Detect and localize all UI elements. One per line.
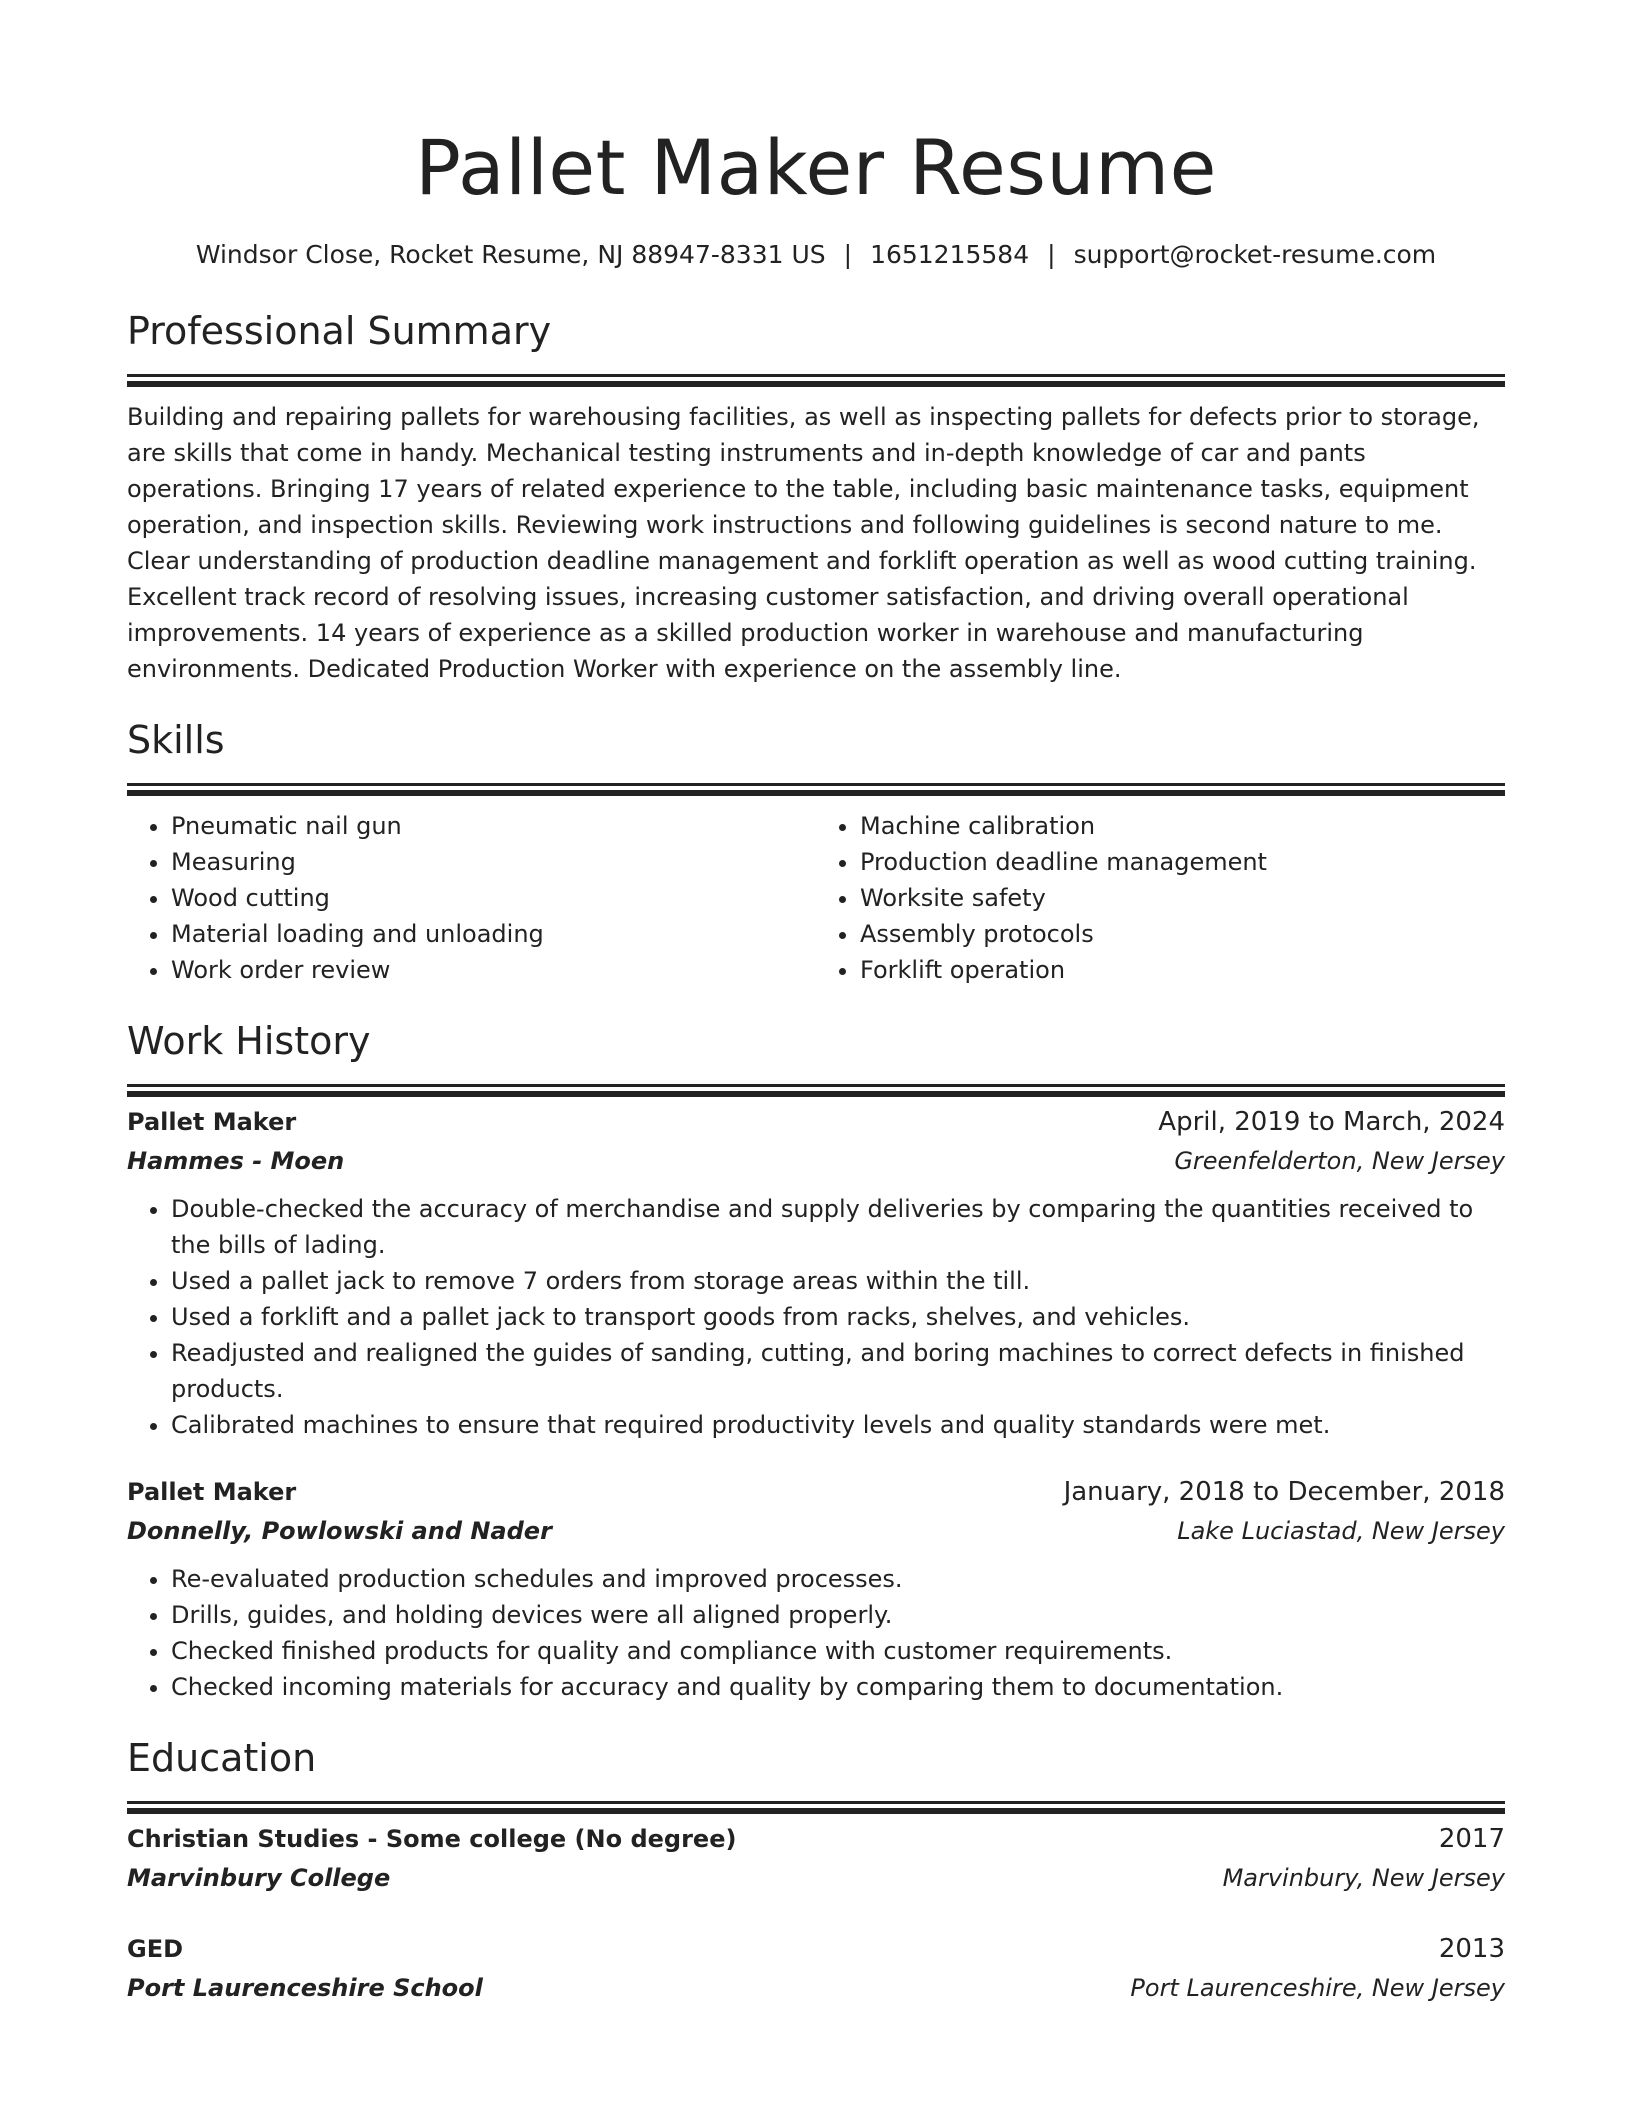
skills-section [127,715,1505,988]
contact-phone: 1651215584 [870,240,1030,269]
education-year: 2017 [1438,1824,1505,1854]
education-location: Port Laurenceshire, New Jersey [1130,1974,1505,2002]
skill-item: • Machine calibration [860,808,1505,844]
job-dates: January, 2018 to December, 2018 [1063,1477,1505,1507]
section-divider [127,1801,1505,1804]
job-duty: • Drills, guides, and holding devices were all aligned properly. [171,1597,1505,1633]
education-school: Marvinbury College [127,1864,391,1892]
education-section [127,1733,1505,2008]
section-title-work: Work History [127,1019,371,1063]
job-duties-list [127,1561,1505,1705]
section-divider [127,1084,1505,1087]
skill-item: • Wood cutting [171,880,816,916]
job-role: Pallet Maker [127,1108,297,1136]
skill-item: • Production deadline management [860,844,1505,880]
job-duty: • Double-checked the accuracy of merchandise and supply deliveries by comparing the quantities received to the bills of lading. [171,1191,1505,1263]
education-year: 2013 [1438,1934,1505,1964]
section-divider [127,783,1505,786]
job-duties-list [127,1191,1505,1443]
education-location: Marvinbury, New Jersey [1222,1864,1505,1892]
resume-title: Pallet Maker Resume [415,123,1217,212]
contact-separator: | [843,240,853,269]
job-header-row [127,1103,1505,1141]
education-school-row [127,1968,1505,2008]
contact-email: support@rocket-resume.com [1073,240,1437,269]
job-duty: • Calibrated machines to ensure that required productivity levels and quality standards were met. [171,1407,1505,1443]
section-title-education: Education [127,1736,317,1780]
job-duty: • Checked finished products for quality and compliance with customer requirements. [171,1633,1505,1669]
job-location: Lake Luciastad, New Jersey [1177,1517,1505,1545]
job-duty: • Used a pallet jack to remove 7 orders from storage areas within the till. [171,1263,1505,1299]
job-duty: • Re-evaluated production schedules and improved processes. [171,1561,1505,1597]
summary-text: Building and repairing pallets for warehousing facilities, as well as inspecting pallets for defects prior to storage, are skills that come in handy. Mechanical testing instruments and in-depth knowledge of car and pants operations. Bringing 17 years of related experience to the table, including basic maintenance tasks, equipment operation, and inspection skills. Reviewing work instructions and following guidelines is second nature to me. Clear understanding of production deadline management and forklift operation as well as wood cutting training. Excellent track record of resolving issues, increasing customer satisfaction, and driving overall operational improvements. 14 years of experience as a skilled production worker in warehouse and manufacturing environments. Dedicated Production Worker with experience on the assembly line. [127,403,1480,683]
section-title-summary: Professional Summary [127,309,552,353]
education-degree: GED [127,1935,184,1963]
skill-item: • Worksite safety [860,880,1505,916]
education-header-row [127,1930,1505,1968]
education-school-row [127,1858,1505,1898]
skill-item: • Measuring [171,844,816,880]
skill-item: • Forklift operation [860,952,1505,988]
education-entry [127,1820,1505,1898]
job-duty: • Readjusted and realigned the guides of sanding, cutting, and boring machines to correct defects in finished products. [171,1335,1505,1407]
education-degree: Christian Studies - Some college (No degree) [127,1825,737,1853]
job-role: Pallet Maker [127,1478,297,1506]
contact-address: Windsor Close, Rocket Resume, NJ 88947-8331 US [195,240,826,269]
skill-item: • Pneumatic nail gun [171,808,816,844]
job-duty: • Used a forklift and a pallet jack to transport goods from racks, shelves, and vehicles. [171,1299,1505,1335]
education-header-row [127,1820,1505,1858]
job-company: Hammes - Moen [127,1147,345,1175]
section-title-skills: Skills [127,718,225,762]
section-divider [127,374,1505,377]
job-company-row [127,1511,1505,1551]
skills-list-left [127,808,816,988]
contact-line [127,238,1505,272]
job-company: Donnelly, Powlowski and Nader [127,1517,552,1545]
contact-separator: | [1047,240,1056,269]
job-location: Greenfelderton, New Jersey [1174,1147,1505,1175]
skill-item: • Assembly protocols [860,916,1505,952]
job-entry [127,1473,1505,1705]
job-entry [127,1103,1505,1443]
skill-item: • Work order review [171,952,816,988]
job-duty: • Checked incoming materials for accuracy and quality by comparing them to documentation. [171,1669,1505,1705]
skills-columns [127,808,1505,988]
job-dates: April, 2019 to March, 2024 [1158,1107,1505,1137]
skill-item: • Material loading and unloading [171,916,816,952]
job-company-row [127,1141,1505,1181]
summary-section [127,306,1505,687]
work-section [127,1016,1505,1705]
skills-list-right [816,808,1505,988]
job-header-row [127,1473,1505,1511]
education-entry [127,1930,1505,2008]
education-school: Port Laurenceshire School [127,1974,483,2002]
